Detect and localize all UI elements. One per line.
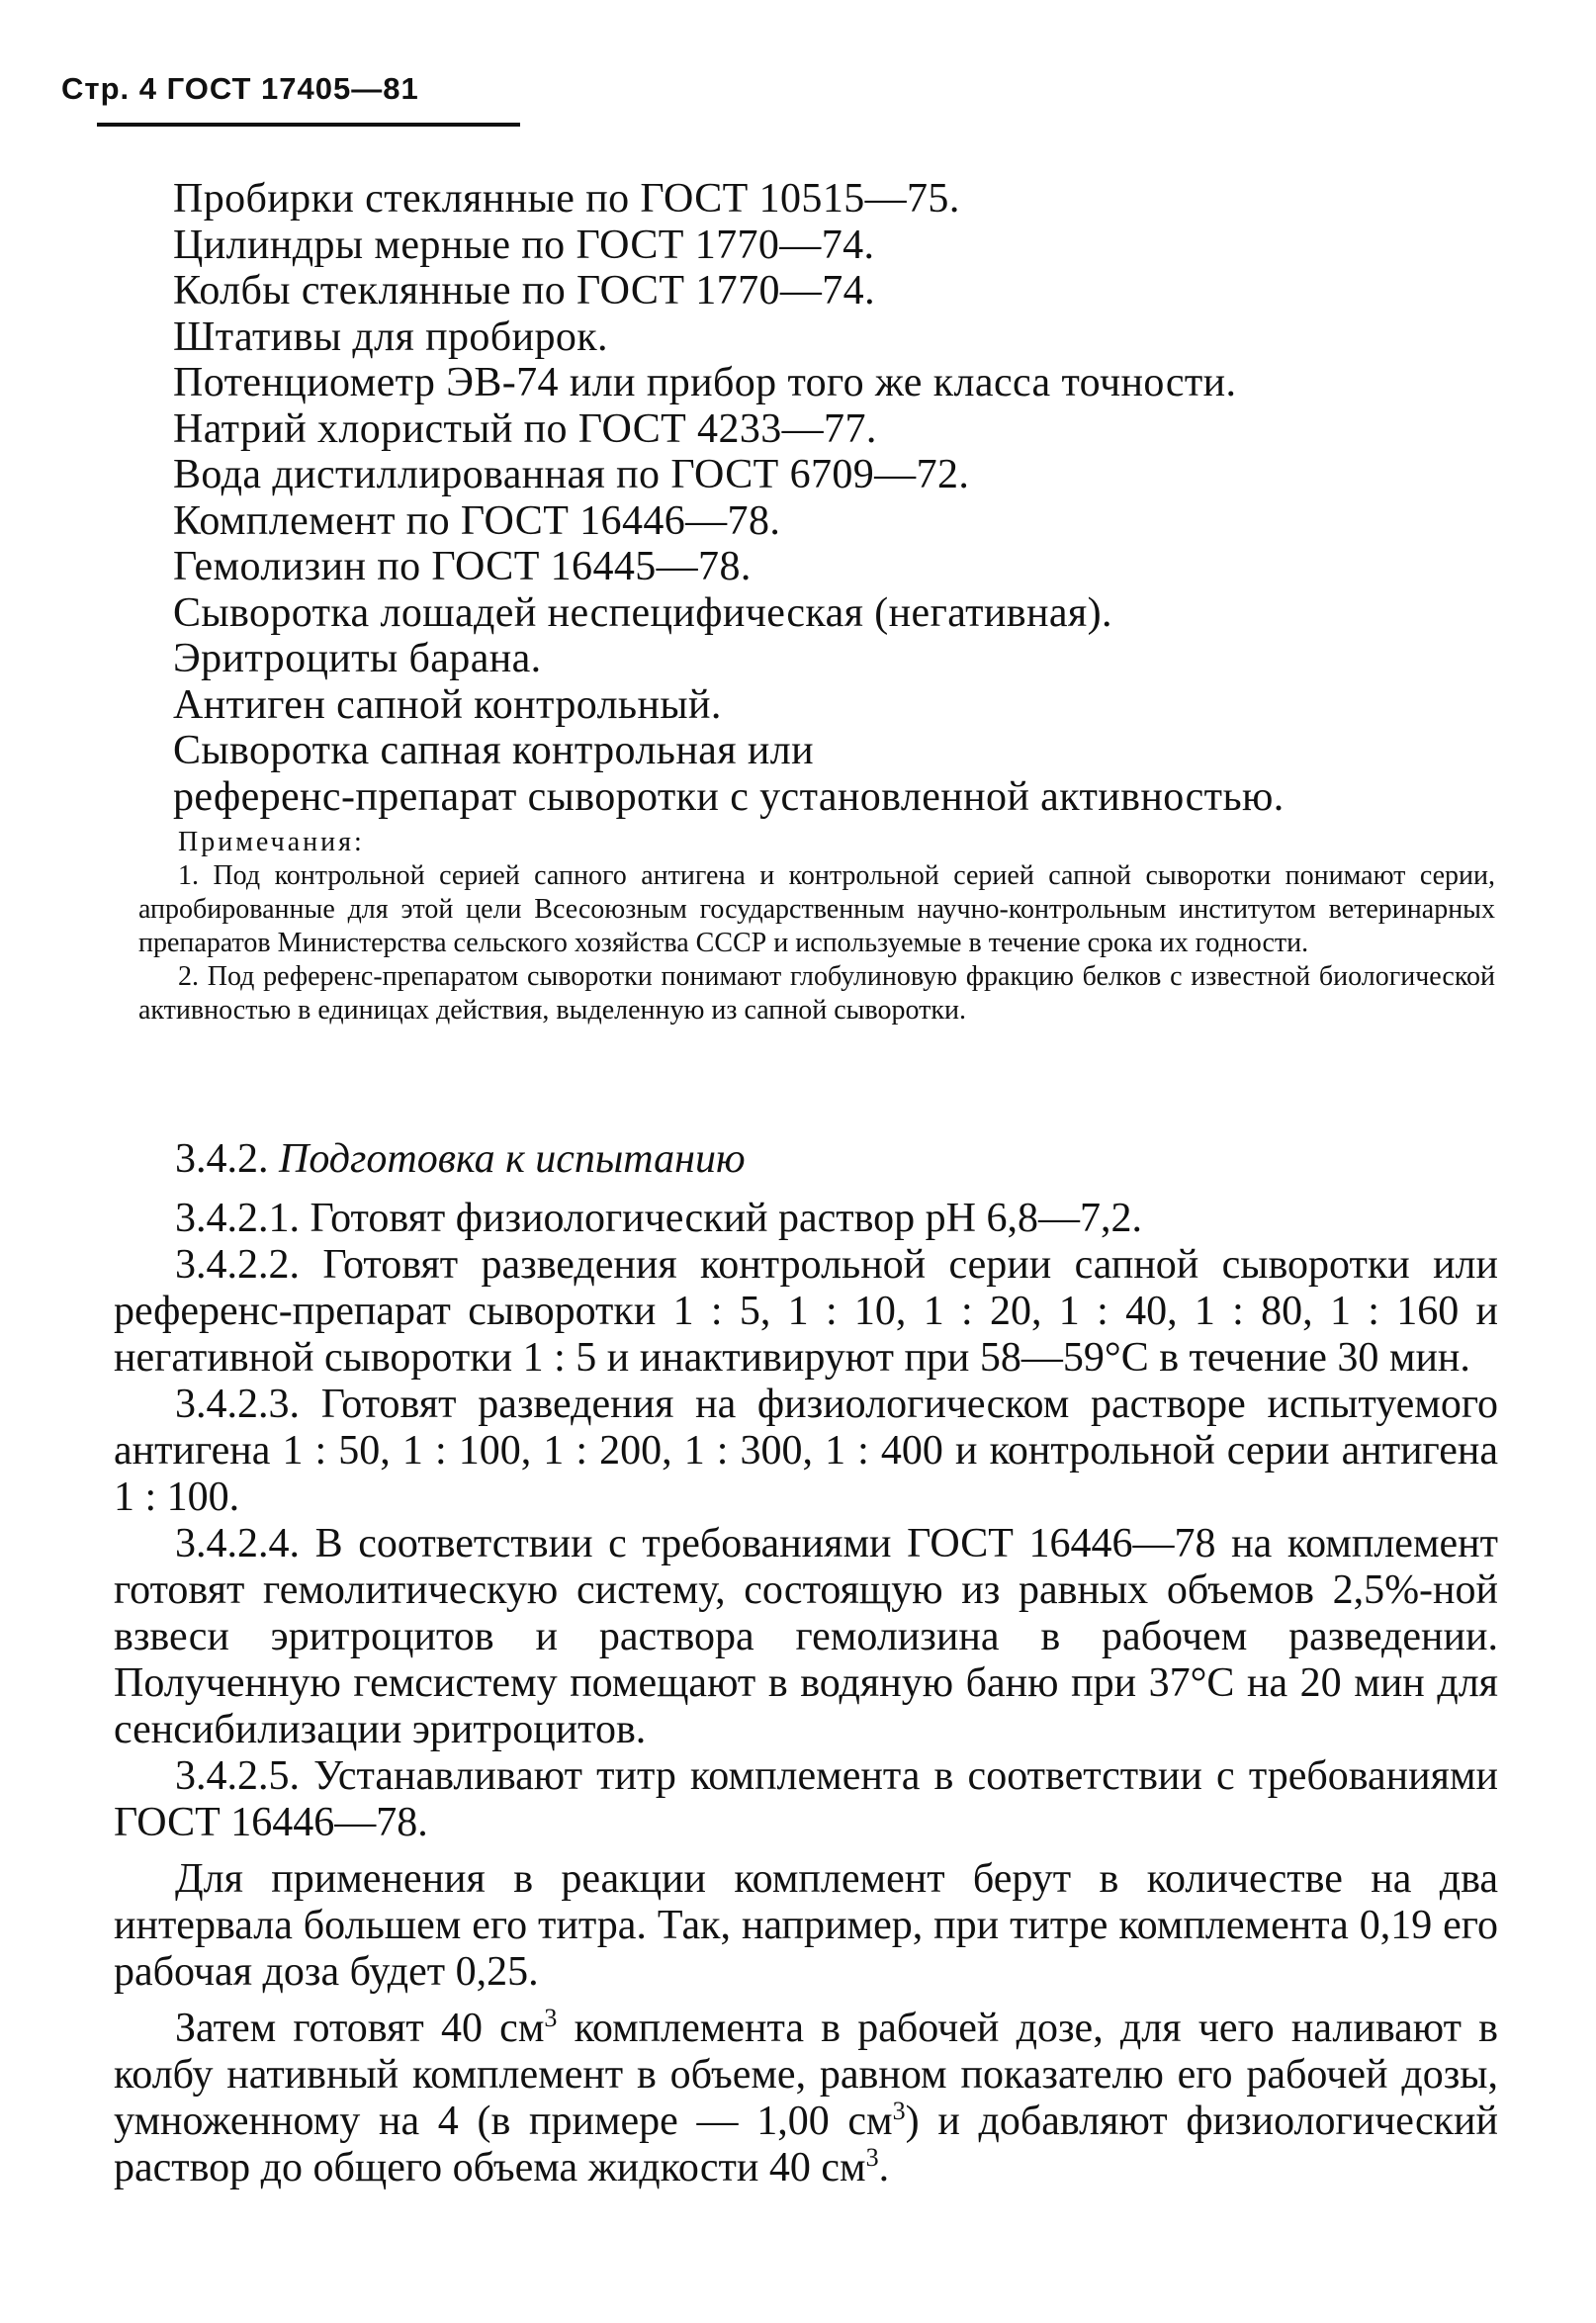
section-3-4-2 xyxy=(114,1135,1498,2191)
list-item: Штативы для пробирок. xyxy=(173,313,608,360)
paragraph-3-4-2-2: 3.4.2.2. Готовят разведения контрольной серии сапной сыворотки или референс-препарат сыворотки 1 : 5, 1 : 10, 1 : 20, 1 : 40, 1 : 80, 1 : 160 и негативной сыворотки 1 : 5 и инактивируют при 58—59°С в течение 30 мин. xyxy=(114,1242,1498,1381)
list-item: Колбы стеклянные по ГОСТ 1770—74. xyxy=(173,268,875,313)
paragraph-3-4-2-1: 3.4.2.1. Готовят физиологический раствор pH 6,8—7,2. xyxy=(175,1196,1142,1241)
paragraph-3-4-2-3: 3.4.2.3. Готовят разведения на физиологическом растворе испытуемого антигена 1 : 50, 1 : 100, 1 : 200, 1 : 300, 1 : 400 и контрольной серии антигена 1 : 100. xyxy=(114,1382,1498,1520)
page-header: Стр. 4 ГОСТ 17405—81 xyxy=(61,71,419,106)
list-item: Сыворотка лошадей неспецифическая (негативная). xyxy=(173,589,1112,636)
list-item: Гемолизин по ГОСТ 16445—78. xyxy=(173,544,752,589)
notes-title: Примечания: xyxy=(178,827,365,857)
list-item: референс-препарат сыворотки с установленной активностью. xyxy=(173,773,1285,820)
list-item: Сыворотка сапная контрольная или xyxy=(173,728,814,773)
equipment-list xyxy=(173,176,1285,820)
list-item: Эритроциты барана. xyxy=(173,636,542,681)
paragraph-3-4-2-5: 3.4.2.5. Устанавливают титр комплемента в соответствии с требованиями ГОСТ 16446—78. xyxy=(114,1753,1498,1845)
text-fragment: ) и добавляют физиологический раствор до общего объема жидкости 40 см xyxy=(114,2099,1498,2190)
superscript: 3 xyxy=(544,2004,558,2032)
text-fragment: комплемента в рабочей дозе, для чего наливают в колбу нативный комплемент в объеме, равном показателю его рабочей дозы, умноженному на 4 (в примере — 1,00 см xyxy=(114,2006,1498,2144)
paragraph-3-4-2-4: 3.4.2.4. В соответствии с требованиями ГОСТ 16446—78 на комплемент готовят гемолитическую систему, состоящую из равных объемов 2,5%-ной взвеси эритроцитов и раствора гемолизина в рабочем разведении. Полученную гемсистему помещают в водяную баню при 37°С на 20 мин для сенсибилизации эритроцитов. xyxy=(114,1521,1498,1752)
text-fragment: . xyxy=(878,2145,890,2190)
note-2: 2. Под референс-препаратом сыворотки понимают глобулиновую фракцию белков с известной биологической активностью в единицах действия, выделенную из сапной сыворотки. xyxy=(138,961,1495,1026)
list-item: Цилиндры мерные по ГОСТ 1770—74. xyxy=(173,222,875,268)
note-1: 1. Под контрольной серией сапного антигена и контрольной серией сапной сыворотки понимают серии, апробированные для этой цели Всесоюзным государственным научно-контрольным институтом ветеринарных препаратов Министерства сельского хозяйства СССР и используемые в течение срока их годности. xyxy=(138,860,1495,958)
superscript: 3 xyxy=(865,2143,879,2172)
list-item: Комплемент по ГОСТ 16446—78. xyxy=(173,497,781,544)
section-title xyxy=(175,1135,1498,1183)
header-rule xyxy=(97,123,520,127)
list-item: Потенциометр ЭВ-74 или прибор того же класса точности. xyxy=(173,360,1237,405)
section-title-text: Подготовка к испытанию xyxy=(279,1136,746,1182)
list-item: Вода дистиллированная по ГОСТ 6709—72. xyxy=(173,452,970,497)
superscript: 3 xyxy=(892,2097,906,2125)
list-item: Пробирки стеклянные по ГОСТ 10515—75. xyxy=(173,176,960,222)
text-fragment: Затем готовят 40 см xyxy=(175,2006,545,2051)
paragraph-preparation xyxy=(114,2006,1498,2191)
section-number: 3.4.2. xyxy=(175,1136,269,1182)
list-item: Антиген сапной контрольный. xyxy=(173,681,722,728)
list-item: Натрий хлористый по ГОСТ 4233—77. xyxy=(173,405,877,452)
paragraph-dose: Для применения в реакции комплемент берут в количестве на два интервала большем его титра. Так, например, при титре комплемента 0,19 его рабочая доза будет 0,25. xyxy=(114,1856,1498,1995)
notes-block xyxy=(138,826,1495,1027)
